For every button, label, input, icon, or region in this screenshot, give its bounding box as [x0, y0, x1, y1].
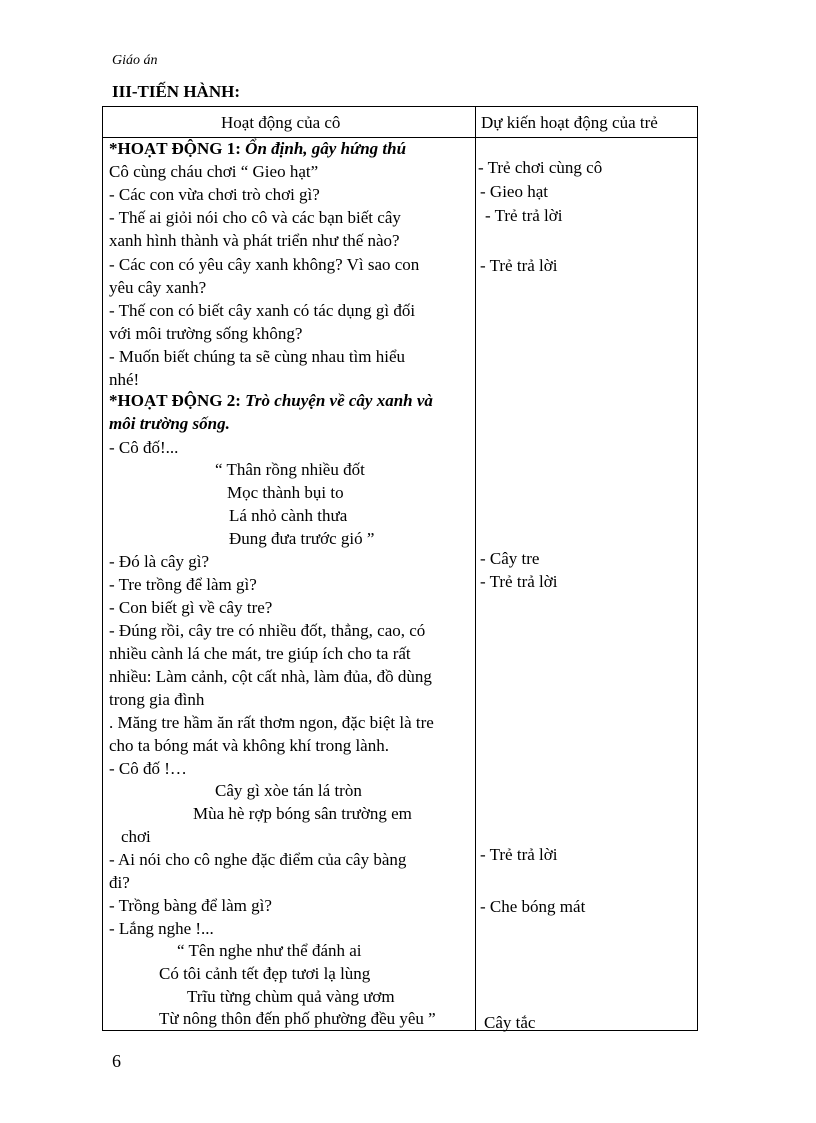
riddle-line: chơi [121, 827, 151, 846]
text-line: - Thế con có biết cây xanh có tác dụng gì đối [109, 301, 416, 320]
riddle-line: Có tôi cảnh tết đẹp tươi lạ lùng [159, 964, 371, 983]
child-response: - Trẻ trả lời [480, 845, 558, 864]
child-response: - Gieo hạt [480, 182, 548, 201]
text-line: nhé! [109, 370, 140, 389]
child-response: - Trẻ trả lời [480, 572, 558, 591]
riddle-line: Cây gì xòe tán lá tròn [215, 781, 362, 800]
column-divider [475, 107, 476, 1030]
text-line: yêu cây xanh? [109, 278, 207, 297]
activity-2-heading: *HOẠT ĐỘNG 2: Trò chuyện về cây xanh và [109, 391, 433, 410]
text-line: cho ta bóng mát và không khí trong lành. [109, 736, 389, 755]
col-header-children: Dự kiến hoạt động của trẻ [481, 113, 658, 132]
riddle-line: Lá nhỏ cành thưa [229, 506, 348, 525]
text-line: nhiều: Làm cảnh, cột cất nhà, làm đủa, đồ dùng [109, 667, 432, 686]
text-line: Cô cùng cháu chơi “ Gieo hạt” [109, 162, 319, 181]
riddle-line: Mọc thành bụi to [227, 483, 344, 502]
section-title: III-TIẾN HÀNH: [112, 82, 240, 101]
text-line: - Đúng rồi, cây tre có nhiều đốt, thẳng, cao, có [109, 621, 426, 640]
text-line: nhiều cành lá che mát, tre giúp ích cho ta rất [109, 644, 411, 663]
riddle-line: Đung đưa trước gió ” [229, 529, 375, 548]
text-line: - Cô đố !… [109, 759, 187, 778]
text-line: trong gia đình [109, 690, 205, 709]
riddle-line: “ Thân rồng nhiều đốt [215, 460, 365, 479]
col-header-teacher: Hoạt động của cô [221, 113, 341, 132]
activity-1-heading: *HOẠT ĐỘNG 1: Ổn định, gây hứng thú [109, 139, 407, 158]
riddle-line: “ Tên nghe như thể đánh ai [177, 941, 362, 960]
text-line: với môi trường sống không? [109, 324, 303, 343]
riddle-line: Trĩu từng chùm quả vàng ươm [187, 987, 395, 1006]
text-line: - Lắng nghe !... [109, 919, 214, 938]
text-line: - Các con có yêu cây xanh không? Vì sao con [109, 255, 420, 274]
riddle-line: Mùa hè rợp bóng sân trường em [193, 804, 412, 823]
child-response: - Cây tre [480, 549, 540, 568]
document-header-note: Giáo án [112, 53, 158, 68]
page-number: 6 [112, 1051, 121, 1071]
text-line: - Muốn biết chúng ta sẽ cùng nhau tìm hiểu [109, 347, 406, 366]
text-line: - Đó là cây gì? [109, 552, 210, 571]
riddle-line: Từ nông thôn đến phố phường đều yêu ” [159, 1009, 436, 1028]
text-line: - Trồng bàng để làm gì? [109, 896, 272, 915]
child-response: - Trẻ trả lời [480, 256, 558, 275]
text-line: xanh hình thành và phát triển như thế nào? [109, 231, 400, 250]
child-response: - Che bóng mát [480, 897, 586, 916]
child-response: - Trẻ trả lời [485, 206, 563, 225]
activity-2-heading-cont: môi trường sống. [109, 414, 230, 433]
child-response: - Trẻ chơi cùng cô [478, 158, 603, 177]
lesson-table [102, 106, 698, 1031]
child-response: Cây tắc [484, 1013, 536, 1032]
text-line: - Con biết gì về cây tre? [109, 598, 273, 617]
text-line: - Thế ai giỏi nói cho cô và các bạn biết cây [109, 208, 401, 227]
text-line: - Các con vừa chơi trò chơi gì? [109, 185, 320, 204]
text-line: . Măng tre hầm ăn rất thơm ngon, đặc biệt là tre [109, 713, 434, 732]
text-line: - Ai nói cho cô nghe đặc điểm của cây bàng [109, 850, 407, 869]
text-line: đi? [109, 873, 130, 892]
text-line: - Cô đố!... [109, 438, 179, 457]
text-line: - Tre trồng để làm gì? [109, 575, 257, 594]
